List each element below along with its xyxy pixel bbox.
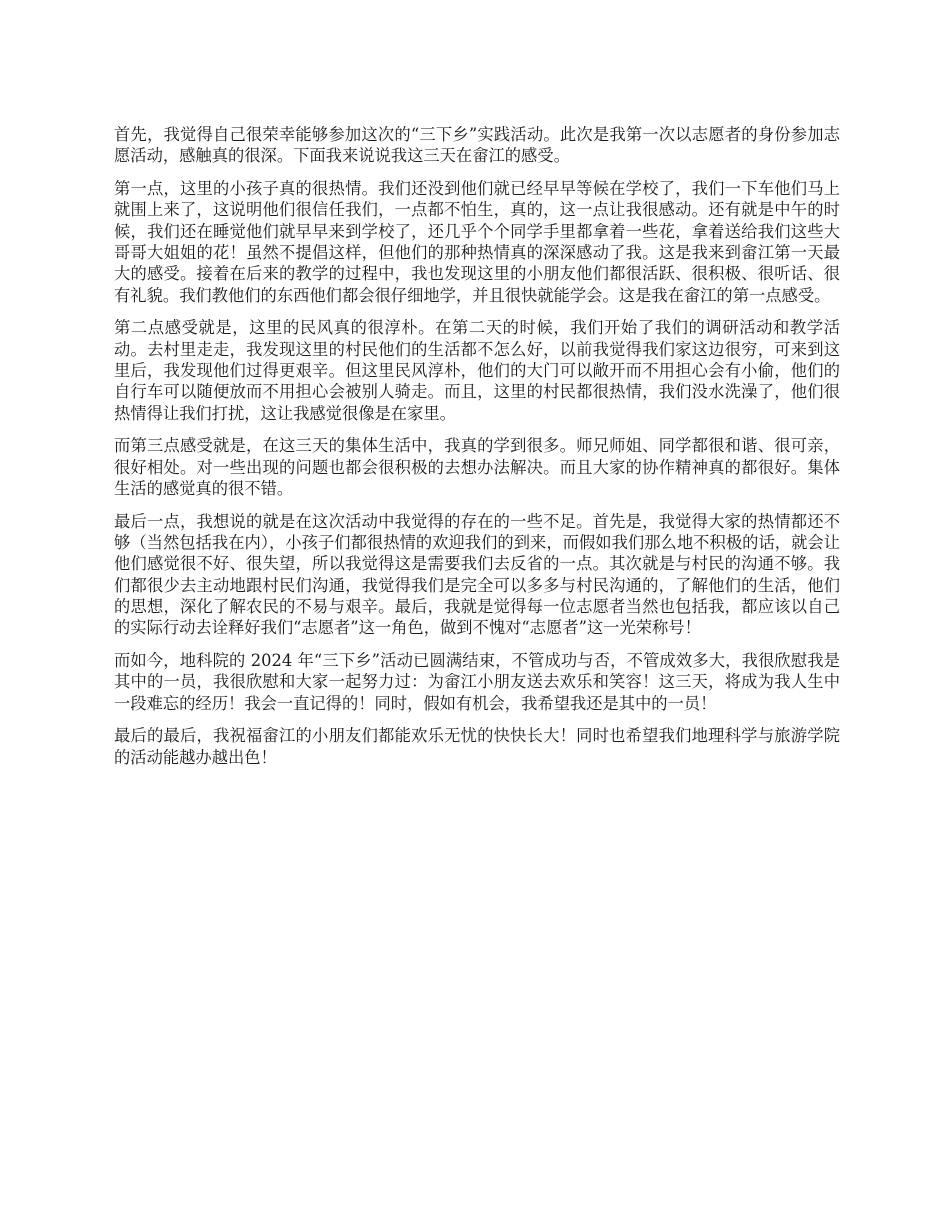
paragraph-point-two: 第二点感受就是，这里的民风真的很淳朴。在第二天的时候，我们开始了我们的调研活动和教学活动。去村里走走，我发现这里的村民他们的生活都不怎么好，以前我觉得我们家这边很穷，可来到这里后，我发现他们过得更艰辛。但这里民风淳朴，他们的大门可以敞开而不用担心会有小偷，他们的自行车可以随便放而不用担心会被别人骑走。而且，这里的村民都很热情，我们没水洗澡了，他们很热情得让我们打扰，这让我感觉很像是在家里。 xyxy=(114,318,840,423)
paragraph-point-one: 第一点，这里的小孩子真的很热情。我们还没到他们就已经早早等候在学校了，我们一下车他们马上就围上来了，这说明他们很信任我们，一点都不怕生，真的，这一点让我很感动。还有就是中午的时候，我们还在睡觉他们就早早来到学校了，还几乎个个同学手里都拿着一些花，拿着送给我们这些大哥哥大姐姐的花！虽然不提倡这样，但他们的那种热情真的深深感动了我。这是我来到畲江第一天最大的感受。接着在后来的教学的过程中，我也发现这里的小朋友他们都很活跃、很积极、很听话、很有礼貌。我们教他们的东西他们都会很仔细地学，并且很快就能学会。这是我在畲江的第一点感受。 xyxy=(114,179,840,305)
paragraph-intro: 首先，我觉得自己很荣幸能够参加这次的“三下乡”实践活动。此次是我第一次以志愿者的身份参加志愿活动，感触真的很深。下面我来说说我这三天在畲江的感受。 xyxy=(114,125,840,166)
paragraph-point-three: 而第三点感受就是，在这三天的集体生活中，我真的学到很多。师兄师姐、同学都很和谐、很可亲，很好相处。对一些出现的问题也都会很积极的去想办法解决。而且大家的协作精神真的都很好。集体生活的感觉真的很不错。 xyxy=(114,436,840,498)
document-body xyxy=(114,124,840,780)
paragraph-shortcomings: 最后一点，我想说的就是在这次活动中我觉得的存在的一些不足。首先是，我觉得大家的热情都还不够（当然包括我在内），小孩子们都很热情的欢迎我们的到来，而假如我们那么地不积极的话，就会让他们感觉很不好、很失望，所以我觉得这是需要我们去反省的一点。其次就是与村民的沟通不够。我们都很少去主动地跟村民们沟通，我觉得我们是完全可以多多与村民沟通的，了解他们的生活，他们的思想，深化了解农民的不易与艰辛。最后，我就是觉得每一位志愿者当然也包括我，都应该以自己的实际行动去诠释好我们“志愿者”这一角色，做到不愧对“志愿者”这一光荣称号！ xyxy=(114,511,840,638)
paragraph-conclusion: 而如今，地科院的 2024 年“三下乡”活动已圆满结束，不管成功与否，不管成效多大，我很欣慰我是其中的一员，我很欣慰和大家一起努力过：为畲江小朋友送去欢乐和笑容！这三天，将成为我人生中一段难忘的经历！我会一直记得的！同时，假如有机会，我希望我还是其中的一员！ xyxy=(114,651,840,713)
paragraph-closing-wish: 最后的最后，我祝福畲江的小朋友们都能欢乐无忧的快快长大！同时也希望我们地理科学与旅游学院的活动能越办越出色！ xyxy=(114,726,840,767)
